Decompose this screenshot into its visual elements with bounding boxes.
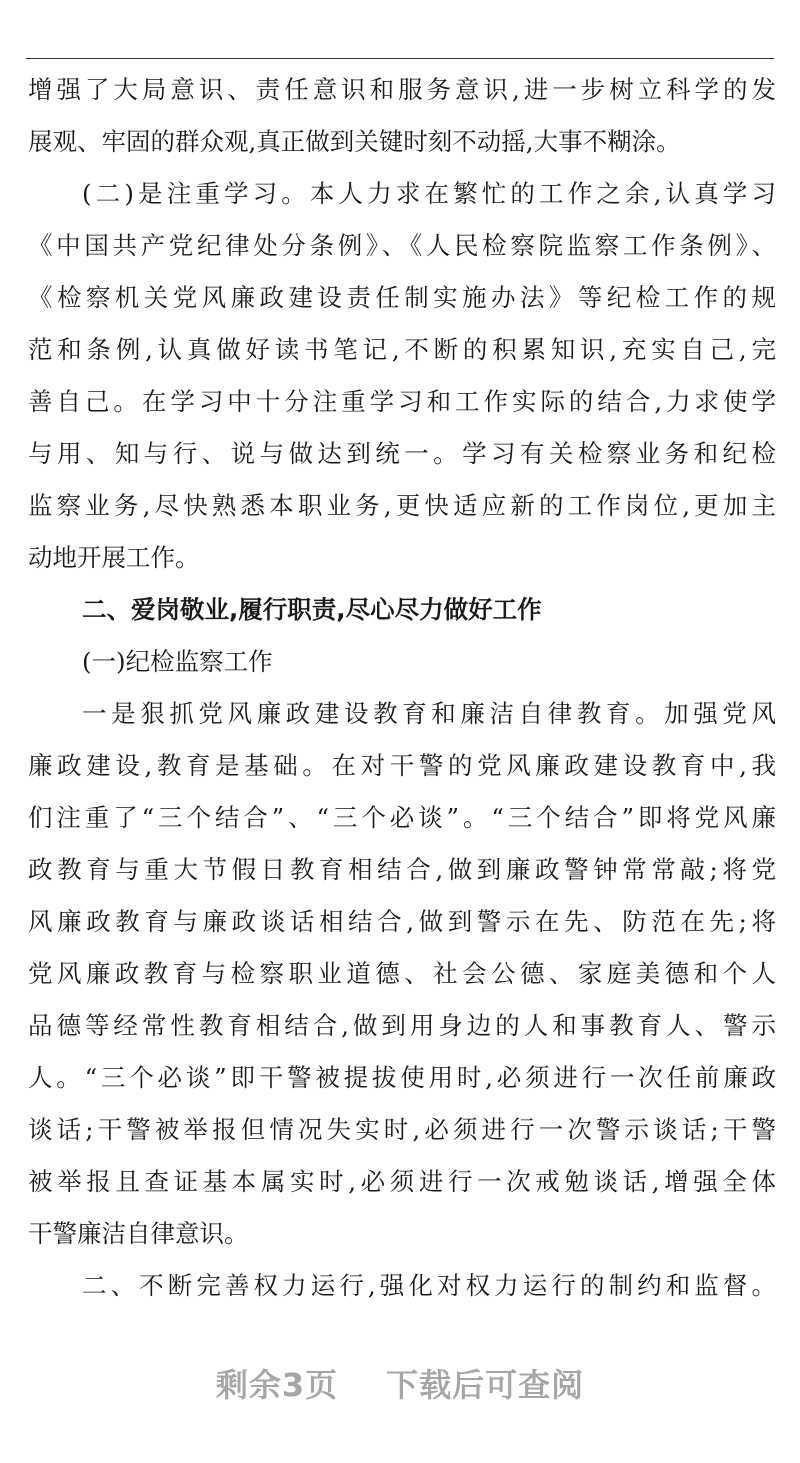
text-line: 品德等经常性教育相结合,做到用身边的人和事教育人、警示 (28, 1011, 776, 1040)
text-line: 被举报且查证基本属实时,必须进行一次戒勉谈话,增强全体 (28, 1167, 776, 1196)
remaining-pages-label: 剩余3页 (215, 1366, 339, 1404)
text-line: 《中国共产党纪律处分条例》、《人民检察院监察工作条例》、 (28, 231, 776, 260)
download-banner[interactable] (0, 1360, 800, 1406)
text-line: 展观、牢固的群众观,真正做到关键时刻不动摇,大事不糊涂。 (28, 127, 681, 156)
text-line: 增强了大局意识、责任意识和服务意识,进一步树立科学的发 (28, 75, 776, 104)
text-line: 范和条例,认真做好读书笔记,不断的积累知识,充实自己,完 (28, 335, 776, 364)
text-line: 党风廉政教育与检察职业道德、社会公德、家庭美德和个人 (28, 959, 776, 988)
text-line: 人。“三个必谈”即干警被提拔使用时,必须进行一次任前廉政 (28, 1063, 776, 1092)
text-line: 善自己。在学习中十分注重学习和工作实际的结合,力求使学 (28, 387, 776, 416)
paragraph-start: 一是狠抓党风廉政建设教育和廉洁自律教育。加强党风 (82, 699, 776, 728)
download-prompt-label: 下载后可查阅 (386, 1366, 585, 1404)
text-line: 与用、知与行、说与做达到统一。学习有关检察业务和纪检 (28, 439, 776, 468)
text-line: 谈话;干警被举报但情况失实时,必须进行一次警示谈话;干警 (28, 1115, 776, 1144)
text-line: 风廉政教育与廉政谈话相结合,做到警示在先、防范在先;将 (28, 907, 776, 936)
subsection-heading: (一)纪检监察工作 (82, 647, 273, 676)
text-line: 动地开展工作。 (28, 543, 200, 572)
text-line: 干警廉洁自律意识。 (28, 1219, 249, 1248)
text-line: 《检察机关党风廉政建设责任制实施办法》等纪检工作的规 (28, 283, 776, 312)
section-heading: 二、爱岗敬业,履行职责,尽心尽力做好工作 (82, 595, 542, 624)
text-line: 政教育与重大节假日教育相结合,做到廉政警钟常常敲;将党 (28, 855, 776, 884)
top-divider (26, 58, 774, 59)
text-line: 们注重了“三个结合”、“三个必谈”。“三个结合”即将党风廉 (28, 803, 776, 832)
paragraph-start: (二)是注重学习。本人力求在繁忙的工作之余,认真学习 (82, 179, 776, 208)
document-body (28, 64, 776, 1312)
text-line: 监察业务,尽快熟悉本职业务,更快适应新的工作岗位,更加主 (28, 491, 776, 520)
paragraph-start: 二、不断完善权力运行,强化对权力运行的制约和监督。 (82, 1271, 776, 1300)
text-line: 廉政建设,教育是基础。在对干警的党风廉政建设教育中,我 (28, 751, 776, 780)
